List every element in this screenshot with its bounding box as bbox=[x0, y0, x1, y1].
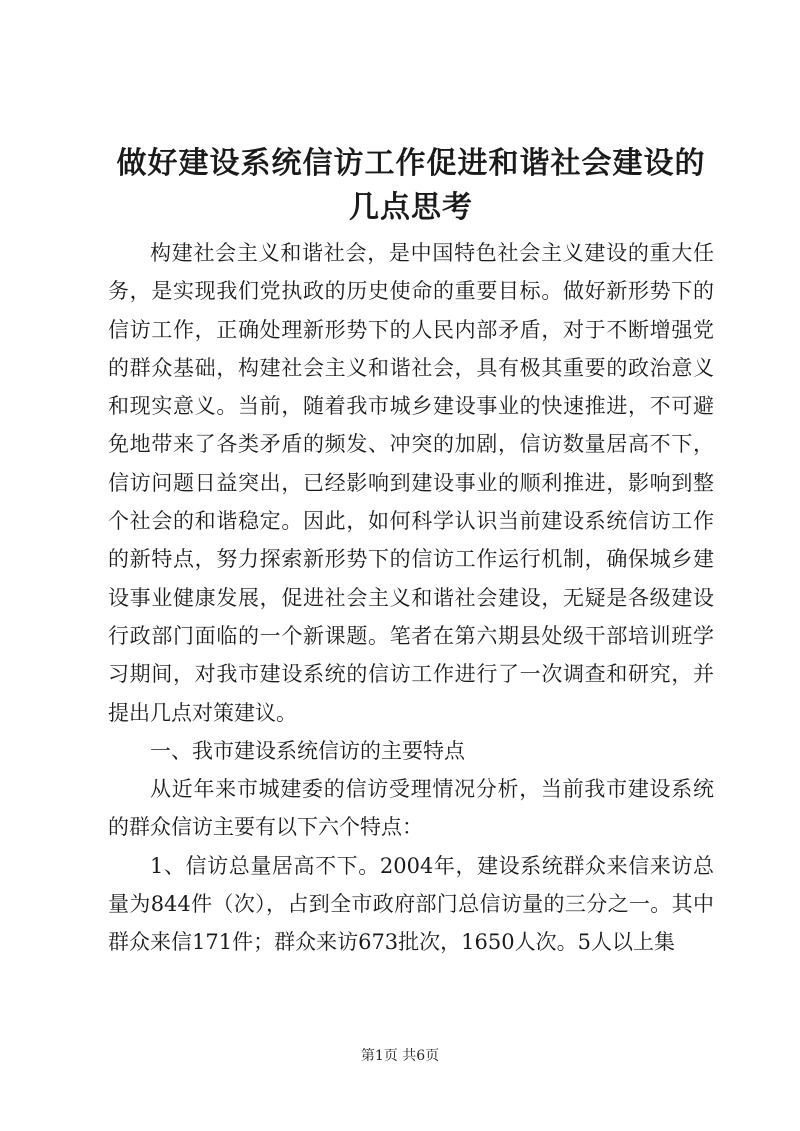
section-heading: 一、我市建设系统信访的主要特点 bbox=[150, 738, 465, 763]
paragraph-intro: 构建社会主义和谐社会，是中国特色社会主义建设的重大任务，是实现我们党执政的历史使命的重要目标。做好新形势下的信访工作，正确处理新形势下的人民内部矛盾，对于不断增强党的群众基础，构建社会主义和谐社会，具有极其重要的政治意义和现实意义。当前，随着我市城乡建设事业的快速推进，不可避免地带来了各类矛盾的频发、冲突的加剧，信访数量居高不下，信访问题日益突出，已经影响到建设事业的顺利推进，影响到整个社会的和谐稳定。因此，如何科学认识当前建设系统信访工作的新特点，努力探索新形势下的信访工作运行机制，确保城乡建设事业健康发展，促进社会主义和谐社会建设，无疑是各级建设行政部门面临的一个新课题。笔者在第六期县处级干部培训班学习期间，对我市建设系统的信访工作进行了一次调查和研究，并提出几点对策建议。 bbox=[108, 241, 714, 725]
document-body bbox=[108, 234, 714, 962]
paragraph-analysis: 从近年来市城建委的信访受理情况分析，当前我市建设系统的群众信访主要有以下六个特点： bbox=[108, 777, 714, 840]
page-footer: 第1页 共6页 bbox=[360, 1048, 440, 1064]
paragraph-point-1: 1、信访总量居高不下。2004年，建设系统群众来信来访总量为844件（次），占到全市政府部门总信访量的三分之一。其中群众来信171件；群众来访673批次，1650人次。5人以上集 bbox=[108, 853, 714, 955]
document-title: 做好建设系统信访工作促进和谐社会建设的几点思考 bbox=[116, 146, 706, 225]
